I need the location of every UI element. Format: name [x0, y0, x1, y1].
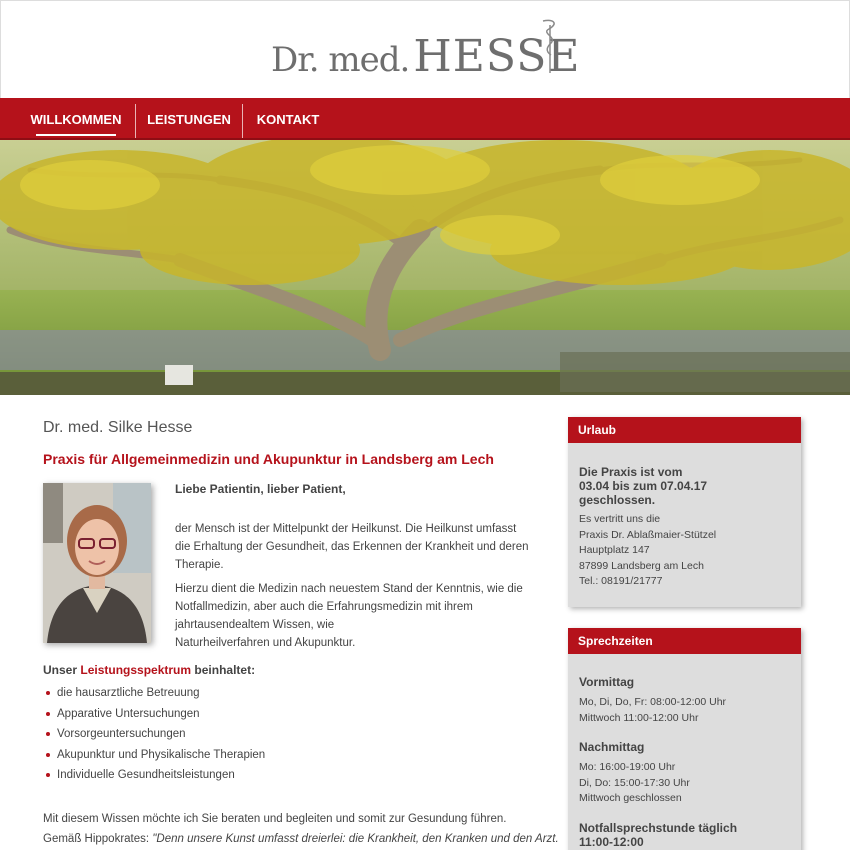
greeting: Liebe Patientin, lieber Patient,	[175, 482, 346, 496]
vacation-box	[568, 417, 801, 607]
text-line: die Erhaltung der Gesundheit, das Erkennen der Krankheit und deren	[175, 541, 529, 553]
text-line: Therapie.	[175, 559, 224, 571]
medicine-paragraph	[175, 580, 535, 652]
afternoon-hours	[579, 760, 690, 807]
notice-line: Die Praxis ist vom	[579, 465, 683, 479]
site-logo[interactable]	[271, 31, 580, 82]
info-line: Es vertritt uns die	[579, 513, 661, 525]
info-line: Praxis Dr. Ablaßmaier-Stützel	[579, 528, 717, 541]
emergency-time: 11:00-12:00	[579, 835, 644, 849]
services-heading-prefix: Unser	[43, 663, 78, 677]
text-line: Hierzu dient die Medizin nach neuestem Stand der Kenntnis, wie die	[175, 583, 523, 595]
doctor-portrait	[43, 483, 151, 643]
nav-item-kontakt[interactable]: KONTAKT	[256, 112, 320, 127]
main-navigation	[0, 98, 850, 140]
list-item: Individuelle Gesundheitsleistungen	[57, 765, 265, 786]
site-header	[0, 0, 850, 98]
services-heading-suffix: beinhaltet:	[194, 663, 256, 677]
substitute-info	[579, 512, 716, 590]
hero-image	[0, 140, 850, 395]
page-subtitle: Praxis für Allgemeinmedizin und Akupunktur in Landsberg am Lech	[43, 451, 494, 467]
notice-line: 03.04 bis zum 07.04.17	[579, 479, 708, 493]
info-line: Hauptplatz 147	[579, 544, 650, 556]
quote-prefix: Gemäß Hippokrates:	[43, 833, 150, 845]
morning-label: Vormittag	[579, 675, 635, 689]
services-heading	[43, 663, 255, 677]
quote-line	[43, 829, 559, 849]
text-line: Notfallmedizin, aber auch die Erfahrungsmedizin mit ihrem	[175, 601, 473, 613]
logo-name: HESSE	[413, 31, 581, 82]
hippocrates-quote: "Denn unsere Kunst umfasst dreierlei: die Krankheit, den Kranken und den Arzt.	[152, 833, 559, 845]
text-line: Mit diesem Wissen möchte ich Sie beraten und begleiten und somit zur Gesundung führen.	[43, 813, 507, 825]
notice-line: geschlossen.	[579, 493, 656, 507]
list-item: Apparative Untersuchungen	[57, 704, 265, 725]
vacation-heading: Urlaub	[568, 417, 801, 443]
services-link[interactable]: Leistungsspektrum	[80, 663, 192, 677]
morning-hours	[579, 695, 726, 726]
text-line: der Mensch ist der Mittelpunkt der Heilkunst. Die Heilkunst umfasst	[175, 523, 517, 535]
list-item: Vorsorgeuntersuchungen	[57, 724, 265, 745]
logo-prefix: Dr. med.	[271, 40, 410, 80]
vacation-notice	[579, 465, 707, 507]
list-item: die hausarztliche Betreuung	[57, 683, 265, 704]
text-line: Naturheilverfahren und Akupunktur.	[175, 637, 356, 649]
nav-item-leistungen[interactable]: LEISTUNGEN	[147, 112, 231, 127]
hours-line: Di, Do: 15:00-17:30 Uhr	[579, 776, 690, 789]
emergency-label: Notfallsprechstunde täglich	[579, 821, 738, 835]
list-item: Akupunktur und Physikalische Therapien	[57, 745, 265, 766]
services-list	[57, 683, 265, 786]
emergency-hours	[579, 821, 737, 849]
hours-line: Mittwoch 11:00-12:00 Uhr	[579, 711, 699, 724]
closing-paragraph	[43, 809, 559, 849]
hours-line: Mo, Di, Do, Fr: 08:00-12:00 Uhr	[579, 696, 727, 708]
snake-staff-icon	[539, 17, 563, 77]
phone-number[interactable]: Tel.: 08191/21777	[579, 575, 663, 587]
hours-line: Mo: 16:00-19:00 Uhr	[579, 761, 676, 773]
page-title: Dr. med. Silke Hesse	[43, 419, 193, 436]
hours-line: Mittwoch geschlossen	[579, 792, 682, 804]
text-line: jahrtausendealtem Wissen, wie	[175, 619, 335, 631]
afternoon-label: Nachmittag	[579, 740, 645, 754]
nav-item-willkommen[interactable]: WILLKOMMEN	[18, 98, 134, 138]
opening-hours-box	[568, 628, 801, 850]
opening-hours-heading: Sprechzeiten	[568, 628, 801, 654]
intro-paragraph	[175, 520, 535, 574]
info-line: 87899 Landsberg am Lech	[579, 559, 704, 572]
